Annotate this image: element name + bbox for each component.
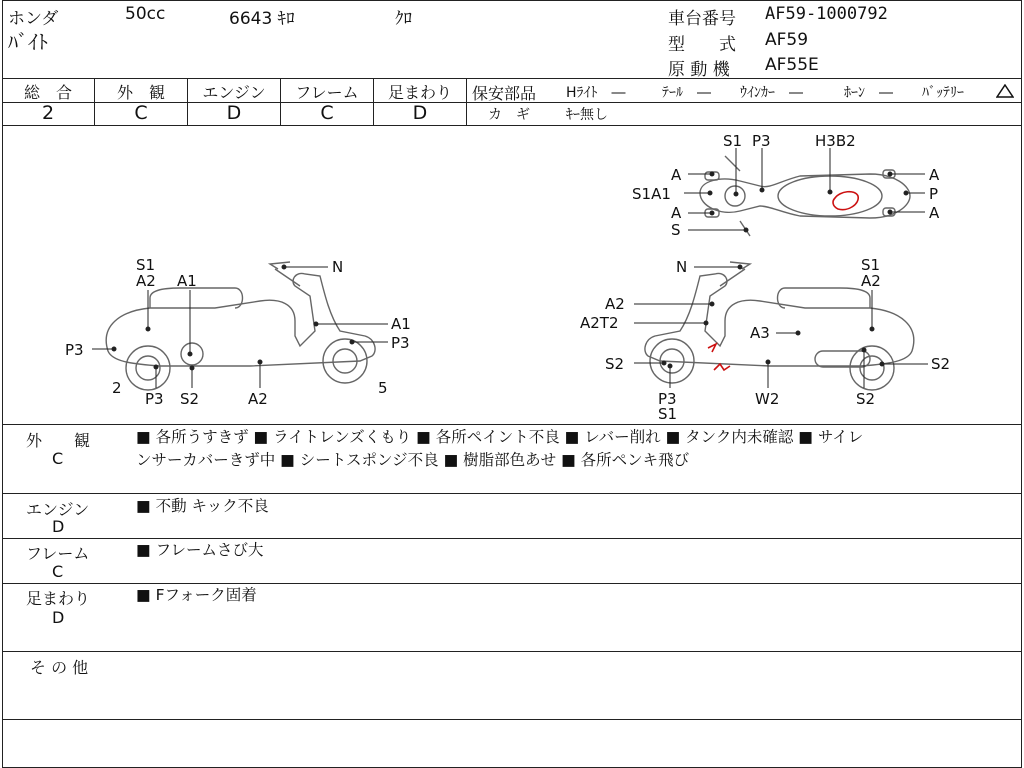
engine-notes: ■ 不動 キック不良 (136, 497, 269, 515)
exterior-notes-line2: ンサーカバーきず中 ■ シートスポンジ不良 ■ 樹脂部色あせ ■ 各所ペンキ飛び (136, 451, 690, 469)
key-value: ｷｰ無し (566, 107, 608, 123)
diagram-label: S2 (856, 390, 876, 408)
diagram-label: W2 (755, 390, 780, 408)
engine-model-label: 原 動 機 (668, 60, 730, 80)
diagram-label: A1 (391, 315, 411, 333)
model-name: ﾊﾞｲﾄ (8, 30, 48, 54)
grade-frame-label: フレーム (295, 83, 359, 102)
suspension-grade: D (52, 608, 65, 627)
diagram-label: N (332, 258, 344, 276)
diagram-label: S1A1 (632, 185, 671, 203)
grade-engine-value: D (226, 102, 242, 124)
diagram-label: S2 (931, 355, 951, 373)
diagram-label: A2T2 (580, 314, 619, 332)
maker: ホンダ (8, 9, 59, 29)
diagram-label: N (676, 258, 688, 276)
color: ｸﾛ (395, 9, 412, 29)
grade-overall-value: 2 (41, 102, 55, 124)
divider (2, 493, 1021, 494)
type-value: AF59 (765, 30, 809, 50)
frame-grade: C (52, 562, 64, 581)
grade-frame-value: C (320, 102, 334, 124)
mileage: 6643 ｷﾛ (229, 9, 295, 29)
grade-engine-label: エンジン (202, 83, 266, 102)
diagram-label: S2 (605, 355, 625, 373)
diagram-label: A (929, 166, 940, 184)
displacement: 50cc (125, 4, 166, 24)
diagram-label: H3B2 (815, 132, 856, 150)
safety-taillight: ﾃｰﾙ ― (662, 85, 711, 101)
safety-title: 保安部品 (472, 84, 537, 103)
diagram-label: P3 (65, 341, 84, 359)
frame-no: AF59-1000792 (765, 4, 888, 24)
grade-suspension-value: D (412, 102, 428, 124)
exterior-grade: C (52, 449, 64, 468)
suspension-label: 足まわり (26, 589, 91, 608)
safety-headlight: Hﾗｲﾄ ― (566, 85, 626, 101)
diagram-label: P3 (752, 132, 771, 150)
diagram-label: S1 (723, 132, 743, 150)
diagram-label: A2 (136, 272, 156, 290)
frame-no-label: 車台番号 (668, 9, 736, 29)
diagram-label: A3 (750, 324, 770, 342)
engine-grade: D (52, 517, 65, 536)
diagram-label: A2 (861, 272, 881, 290)
damage-diagram (0, 126, 1020, 424)
diagram-label: A (671, 166, 682, 184)
safety-battery: ﾊﾞｯﾃﾘｰ (922, 85, 964, 101)
diagram-label: S (671, 221, 681, 239)
diagram-label: A (671, 204, 682, 222)
diagram-label: S1 (658, 405, 678, 423)
engine-model-value: AF55E (765, 55, 819, 75)
divider (2, 719, 1021, 720)
diagram-label: P (929, 185, 939, 203)
diagram-label: P3 (145, 390, 164, 408)
diagram-label: A2 (248, 390, 268, 408)
safety-winker: ｳｲﾝｶｰ ― (740, 85, 803, 101)
type-label: 型 式 (668, 35, 736, 55)
engine-label: エンジン (26, 500, 90, 519)
divider (2, 424, 1021, 425)
grade-exterior-label: 外 観 (116, 83, 165, 102)
diagram-label: P3 (658, 390, 677, 408)
frame-notes: ■ フレームさび大 (136, 541, 264, 559)
grade-exterior-value: C (134, 102, 148, 124)
exterior-label: 外 観 (26, 431, 91, 450)
safety-horn: ﾎｰﾝ ― (844, 85, 893, 101)
diagram-label: 2 (112, 379, 122, 397)
diagram-label: A1 (177, 272, 197, 290)
divider (467, 102, 1021, 103)
grade-overall-label: 総 合 (23, 83, 72, 102)
divider (466, 78, 467, 125)
damage-marks (708, 192, 858, 370)
suspension-notes: ■ Fフォーク固着 (136, 586, 257, 604)
divider (2, 651, 1021, 652)
diagram-label: A (929, 204, 940, 222)
grade-suspension-label: 足まわり (387, 83, 452, 102)
triangle-icon (996, 84, 1014, 98)
diagram-label: S1 (861, 256, 881, 274)
other-label: そ の 他 (30, 658, 89, 677)
diagram-label: S2 (180, 390, 200, 408)
diagram-label: P3 (391, 334, 410, 352)
diagram-label: A2 (605, 295, 625, 313)
divider (2, 78, 1021, 79)
exterior-notes-line1: ■ 各所うすきず ■ ライトレンズくもり ■ 各所ペイント不良 ■ レバー削れ ■ タンク内未確認 ■ サイレ (136, 428, 864, 446)
scooter-top-view (700, 156, 910, 236)
key-label: カ ギ (488, 107, 530, 123)
diagram-label: 5 (378, 379, 388, 397)
diagram-label: S1 (136, 256, 156, 274)
frame-label: フレーム (26, 544, 90, 563)
